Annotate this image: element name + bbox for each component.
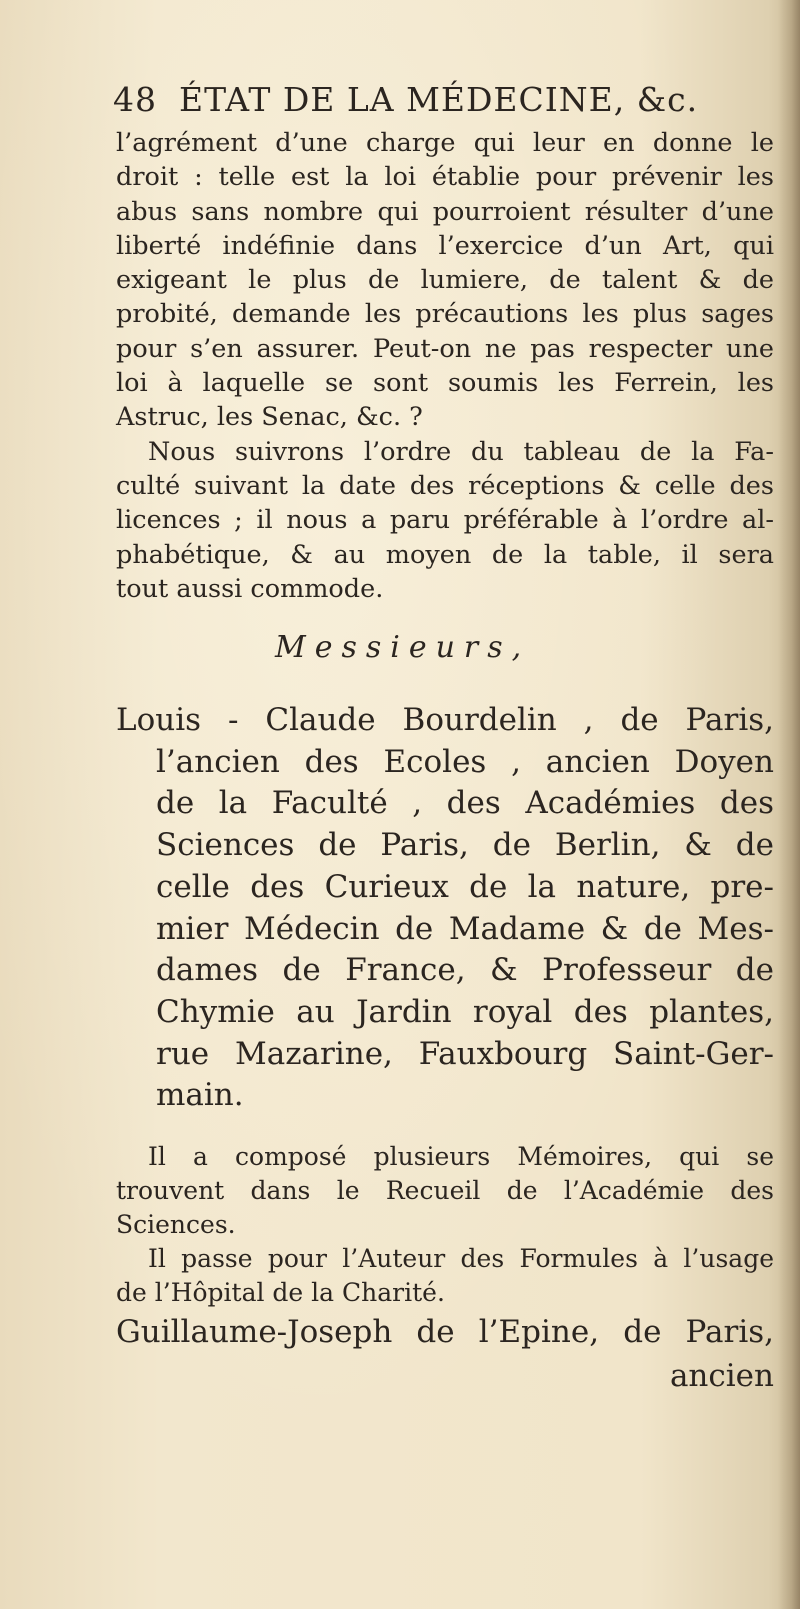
text-line: Nous suivrons l’ordre du tableau de la Fa- [148, 436, 774, 467]
entry-bourdelin [116, 700, 774, 1117]
note-line: trouvent dans le Recueil de l’Académie des [116, 1176, 774, 1205]
intro-text [116, 126, 774, 606]
entry-line: Louis - Claude Bourdelin , de Paris, [116, 702, 774, 738]
page-edge-shadow [778, 0, 800, 1609]
entry-line: Sciences de Paris, de Berlin, & de [156, 827, 774, 864]
text-line: pour s’en assurer. Peut-on ne pas respecter une [116, 333, 774, 364]
salutation-heading: Messieurs, [275, 630, 531, 665]
text-line: Astruc, les Senac, &c. ? [116, 402, 423, 433]
note-line: de l’Hôpital de la Charité. [116, 1278, 445, 1307]
text-line: liberté indéfinie dans l’exercice d’un Art, qui [116, 230, 774, 261]
text-line: probité, demande les précautions les plus sages [116, 299, 774, 330]
entry-lepine [116, 1310, 774, 1398]
entry-line: rue Mazarine, Fauxbourg Saint-Ger- [156, 1035, 774, 1072]
note-line: Il a composé plusieurs Mémoires, qui se [148, 1142, 774, 1171]
text-line: abus sans nombre qui pourroient résulter d’une [116, 196, 774, 227]
catchword: ancien [669, 1358, 774, 1394]
text-line: exigeant le plus de lumiere, de talent & de [116, 265, 774, 296]
entry-line: main. [156, 1077, 244, 1114]
entry-line: celle des Curieux de la nature, pre- [156, 868, 774, 905]
entry-notes [116, 1140, 774, 1310]
text-line: loi à laquelle se sont soumis les Ferrein, les [116, 368, 774, 399]
entry-line: mier Médecin de Madame & de Mes- [156, 910, 774, 947]
entry-line: dames de France, & Professeur de [156, 952, 774, 989]
entry-line: de la Faculté , des Académies des [156, 785, 774, 822]
text-line: phabétique, & au moyen de la table, il sera [116, 539, 774, 570]
entry-line: l’ancien des Ecoles , ancien Doyen [156, 743, 774, 780]
page-number: 48 [113, 80, 157, 119]
note-line: Sciences. [116, 1210, 236, 1239]
text-line: culté suivant la date des réceptions & celle des [116, 470, 774, 501]
running-title: ÉTAT DE LA MÉDECINE, &c. [179, 80, 699, 119]
note-line: Il passe pour l’Auteur des Formules à l’usage [148, 1244, 774, 1273]
text-line: licences ; il nous a paru préférable à l’ordre al- [116, 505, 774, 536]
text-line: l’agrément d’une charge qui leur en donne le [116, 128, 774, 158]
entry-line: Guillaume-Joseph de l’Epine, de Paris, [116, 1314, 774, 1350]
running-header [113, 80, 713, 119]
entry-line: Chymie au Jardin royal des plantes, [156, 993, 774, 1030]
text-line: tout aussi commode. [116, 573, 384, 604]
text-line: droit : telle est la loi établie pour prévenir les [116, 162, 774, 193]
